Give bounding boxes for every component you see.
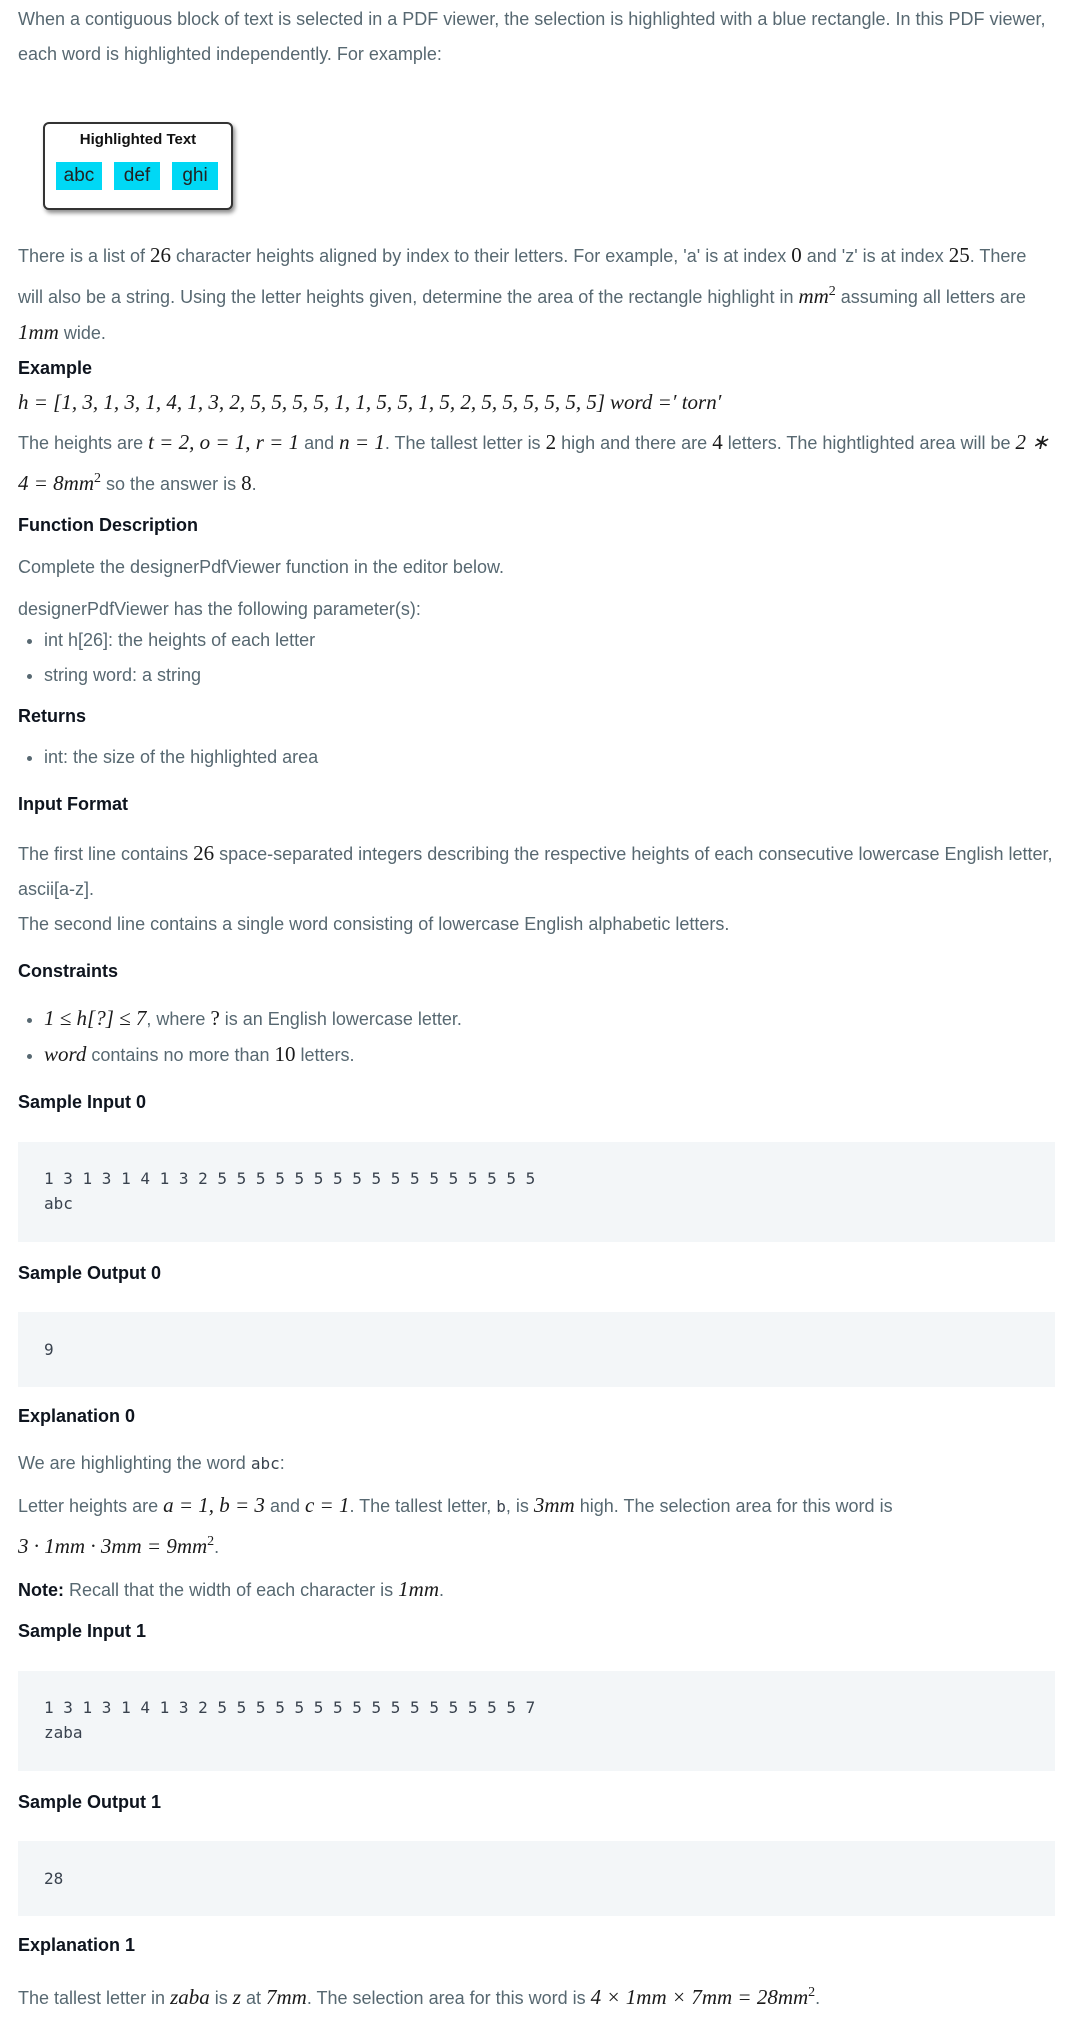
highlighted-text-figure	[43, 122, 233, 210]
code-line: zaba	[44, 1723, 83, 1742]
sample-input-0-block	[18, 1142, 1055, 1242]
example-heading: Example	[18, 358, 93, 378]
sample-output-1-heading: Sample Output 1	[18, 1792, 162, 1812]
list-item: • word contains no more than 10 letters.	[44, 1037, 1055, 1073]
explanation-0-heading: Explanation 0	[18, 1406, 136, 1426]
list-item: • 1 ≤ h[?] ≤ 7, where ? is an English lowercase letter.	[44, 1001, 1055, 1037]
explanation-0-line2: Letter heights are a = 1, b = 3 and c = 1. The tallest letter, b, is 3mm high. The selection area for this word is $3 \cdot 1mm \cdot 3mm = 9mm^2$.	[18, 1493, 893, 1558]
figure-title: Highlighted Text	[79, 131, 197, 148]
function-params-intro: designerPdfViewer has the following parameter(s):	[18, 599, 421, 619]
code-line: 28	[44, 1869, 64, 1888]
sample-input-1-block	[18, 1671, 1055, 1771]
input-format-line2: The second line contains a single word consisting of lowercase English alphabetic letters.	[18, 914, 730, 934]
example-paragraph: The heights are t = 2, o = 1, r = 1 and n = 1. The tallest letter is 2 high and there are 4 letters. The hightlighted area will be 2 ∗ $4 = 8mm^2$ so the answer is 8.	[18, 430, 1049, 495]
function-description-text: Complete the designerPdfViewer function in the editor below.	[18, 557, 504, 577]
explanation-0-note: Note: Recall that the width of each character is 1mm.	[18, 1577, 445, 1601]
list-item: • int: the size of the highlighted area	[44, 740, 1055, 775]
explanation-1-text: The tallest letter in zaba is z at 7mm. The selection area for this word is $4 \times 1mm \times 7mm = 28mm^2$.	[18, 1985, 821, 2009]
sample-input-0-heading: Sample Input 0	[18, 1092, 147, 1112]
constraints-heading: Constraints	[18, 961, 119, 981]
list-item: • string word: a string	[44, 658, 1055, 693]
sample-output-0-block	[18, 1312, 1055, 1387]
code-line: 1 3 1 3 1 4 1 3 2 5 5 5 5 5 5 5 5 5 5 5 5 5 5 5 5 7	[44, 1698, 536, 1717]
constraints-list	[18, 1001, 1055, 1073]
input-format-heading: Input Format	[18, 794, 128, 814]
explanation-1-heading: Explanation 1	[18, 1935, 136, 1955]
explanation-0-line1: We are highlighting the word abc:	[18, 1453, 285, 1473]
problem-statement	[0, 2, 1073, 2016]
code-line: 1 3 1 3 1 4 1 3 2 5 5 5 5 5 5 5 5 5 5 5 5 5 5 5 5 5	[44, 1169, 536, 1188]
sample-input-1-heading: Sample Input 1	[18, 1621, 147, 1641]
params-list	[18, 623, 1055, 693]
returns-heading: Returns	[18, 706, 87, 726]
function-description-heading: Function Description	[18, 515, 198, 535]
highlighted-word: abc	[56, 162, 102, 190]
input-format-line1: The first line contains 26 space-separated integers describing the respective heights of each consecutive lowercase English letter, ascii[a-z].	[18, 841, 1053, 899]
code-line: 9	[44, 1340, 54, 1359]
example-formula: h = [1, 3, 1, 3, 1, 4, 1, 3, 2, 5, 5, 5, 5, 1, 1, 5, 5, 1, 5, 2, 5, 5, 5, 5, 5, 5] word =′ torn′	[18, 390, 722, 414]
list-item: • int h[26]: the heights of each letter	[44, 623, 1055, 658]
highlighted-word: def	[114, 162, 160, 190]
sample-output-1-block	[18, 1841, 1055, 1916]
returns-list	[18, 740, 1055, 775]
code-line: abc	[44, 1194, 73, 1213]
problem-paragraph: There is a list of 26 character heights aligned by index to their letters. For example, 'a' is at index 0 and 'z' is at index 25. There will also be a string. Using the letter heights given, determine the area of the rectangle highlight in $mm^2$ assuming all letters are 1mm wide.	[18, 243, 1027, 344]
highlighted-word: ghi	[172, 162, 218, 190]
intro-paragraph: When a contiguous block of text is selected in a PDF viewer, the selection is highlighted with a blue rectangle. In this PDF viewer, each word is highlighted independently. For example:	[18, 9, 1046, 64]
sample-output-0-heading: Sample Output 0	[18, 1263, 162, 1283]
